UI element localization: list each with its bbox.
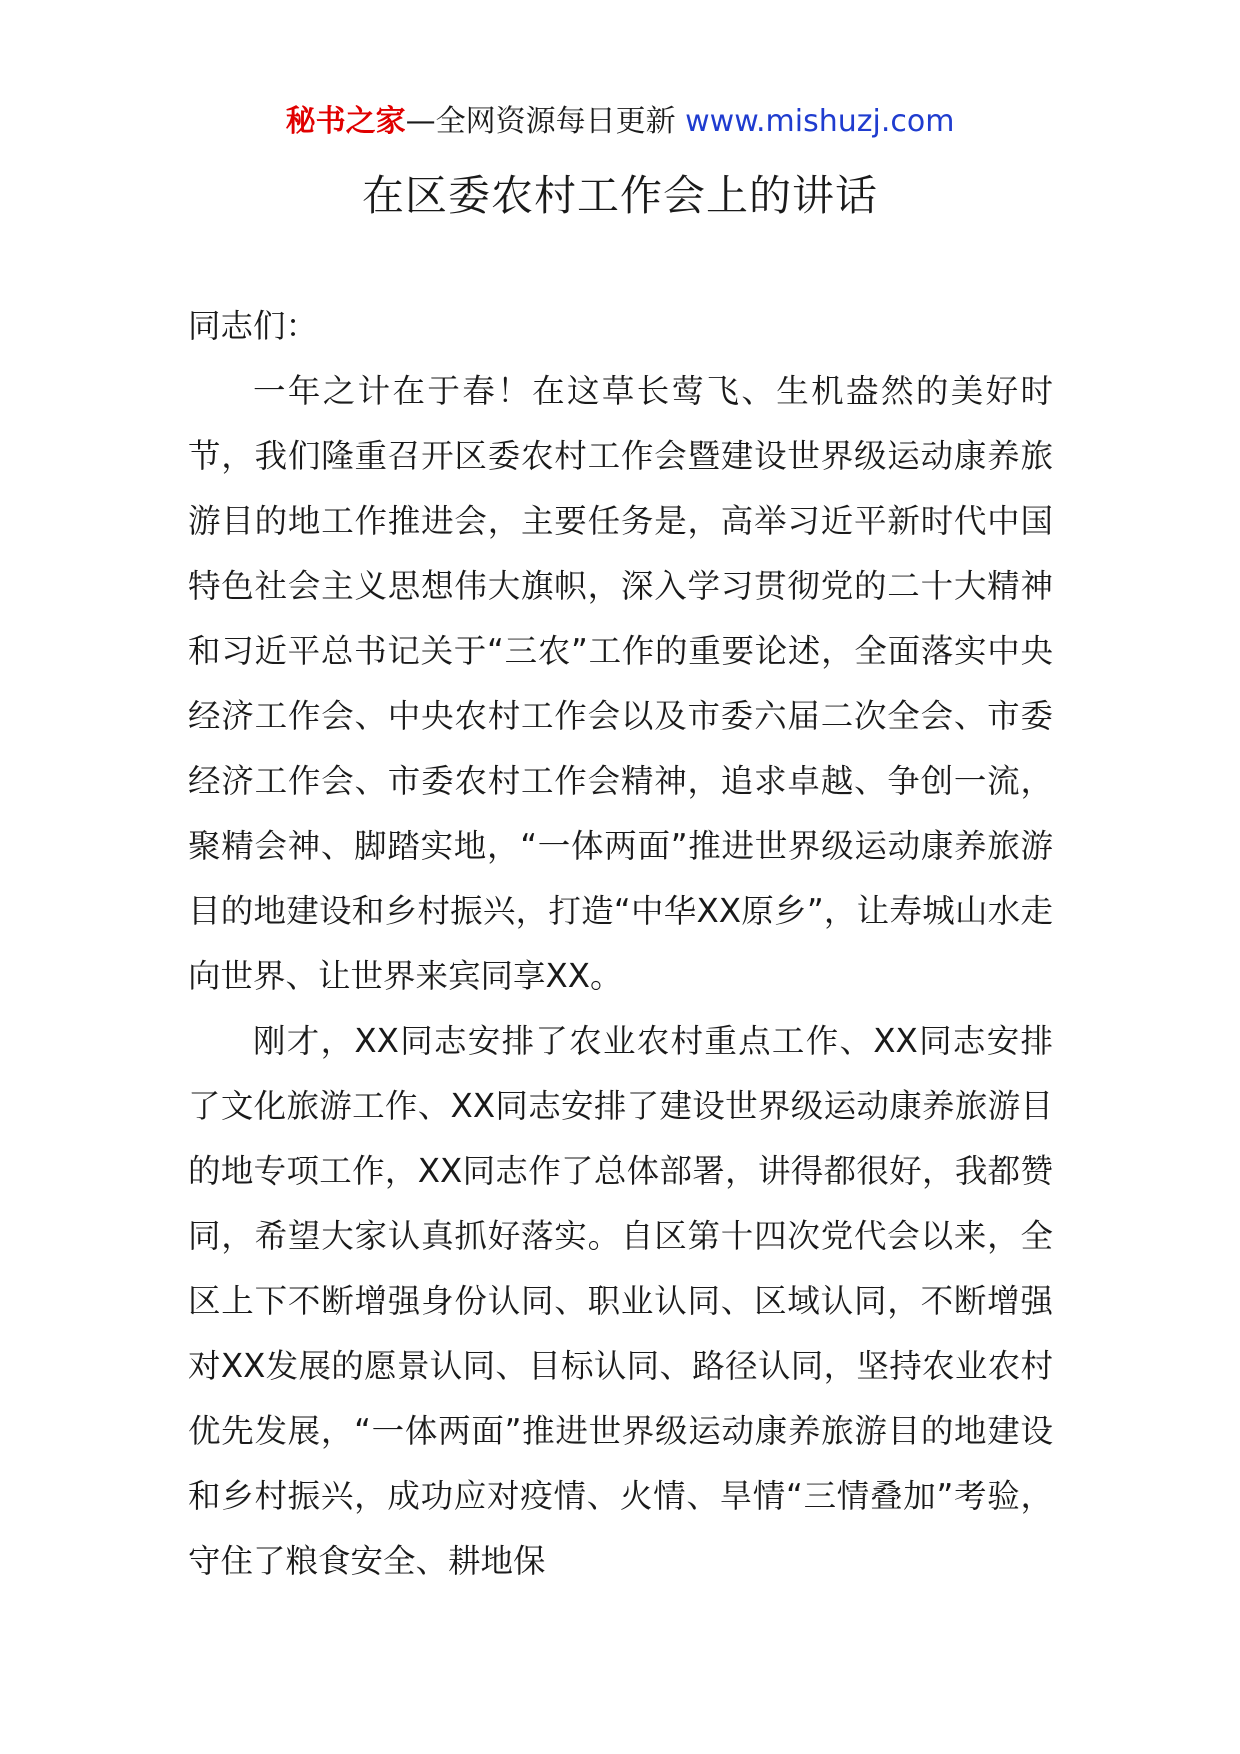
- brand-name: 秘书之家: [285, 104, 406, 139]
- site-header: [0, 100, 1240, 144]
- paragraph-1: 一年之计在于春！在这草长莺飞、生机盎然的美好时节，我们隆重召开区委农村工作会暨建设世界级运动康养旅游目的地工作推进会，主要任务是，高举习近平新时代中国特色社会主义思想伟大旗帜，深入学习贯彻党的二十大精神和习近平总书记关于“三农”工作的重要论述，全面落实中央经济工作会、中央农村工作会以及市委六届二次全会、市委经济工作会、市委农村工作会精神，追求卓越、争创一流，聚精会神、脚踏实地，“一体两面”推进世界级运动康养旅游目的地建设和乡村振兴，打造“中华XX原乡”，让寿城山水走向世界、让世界来宾同享XX。: [188, 372, 1053, 995]
- document-body: [188, 294, 1053, 1594]
- salutation: 同志们：: [188, 307, 319, 345]
- paragraph-2: 刚才，XX同志安排了农业农村重点工作、XX同志安排了文化旅游工作、XX同志安排了建设世界级运动康养旅游目的地专项工作，XX同志作了总体部署，讲得都很好，我都赞同，希望大家认真抓好落实。自区第十四次党代会以来，全区上下不断增强身份认同、职业认同、区域认同，不断增强对XX发展的愿景认同、目标认同、路径认同，坚持农业农村优先发展，“一体两面”推进世界级运动康养旅游目的地建设和乡村振兴，成功应对疫情、火情、旱情“三情叠加”考验，守住了粮食安全、耕地保: [188, 1022, 1053, 1580]
- site-url-link[interactable]: www.mishuzj.com: [685, 104, 955, 139]
- document-title: 在区委农村工作会上的讲话: [361, 171, 878, 220]
- header-tagline: —全网资源每日更新: [405, 104, 686, 139]
